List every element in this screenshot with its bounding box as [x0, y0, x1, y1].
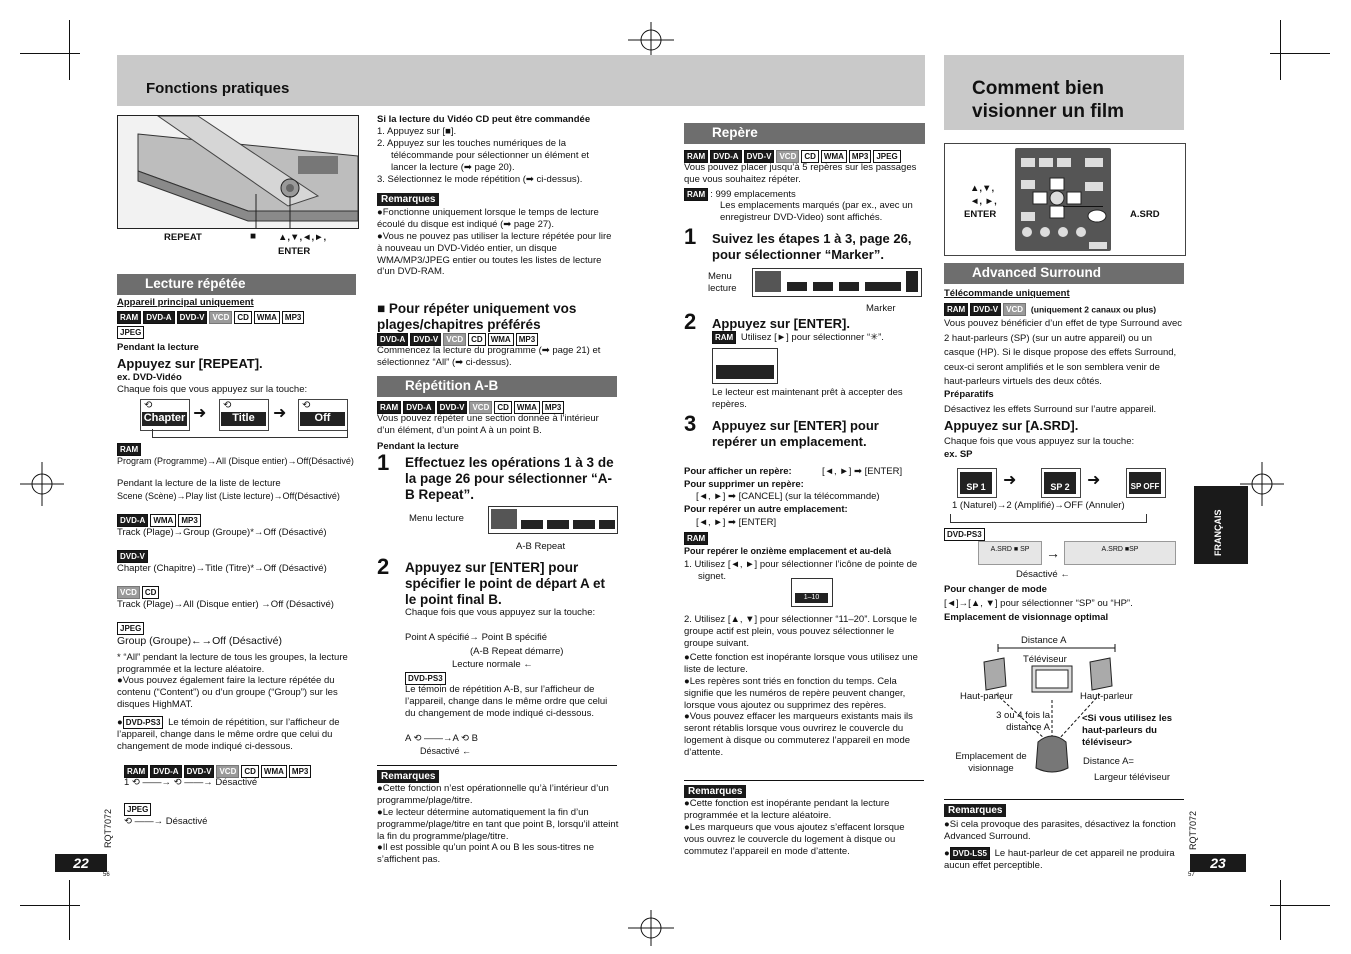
badge: RAM — [684, 188, 708, 201]
vcd-title: Si la lecture du Vidéo CD peut être commandée — [377, 114, 591, 125]
haut-parleur-left: Haut-parleur — [960, 691, 1013, 702]
crop-mark — [1270, 905, 1330, 906]
lcd-text: Chapter — [143, 412, 186, 424]
cycle-arrow — [152, 429, 348, 438]
remote-body — [1015, 148, 1111, 251]
ram-seq: Program (Programme)→All (Disque entier)→Off(Désactivé) — [117, 456, 354, 466]
step: 1. Appuyez sur [■]. — [377, 126, 457, 137]
badge: MP3 — [542, 401, 564, 414]
badge: VCD — [216, 765, 239, 778]
onzieme-title: Pour repérer le onzième emplacement et au-delà — [684, 546, 892, 556]
ab-seq-a: Point A spécifié→ Point B spécifié — [405, 632, 548, 643]
section-lecture-repetee: Lecture répétée — [117, 274, 356, 295]
distance-a-label: Distance A — [1021, 635, 1067, 646]
lcd-cell — [573, 520, 595, 529]
badge: DVD-V — [744, 150, 775, 163]
device-illustration — [117, 115, 359, 229]
badge: DVD-A — [403, 401, 434, 414]
lcd-cell — [547, 520, 569, 529]
badge: DVD-V — [410, 333, 441, 346]
remarque-1: ●Si cela provoque des parasites, désactivez la fonction Advanced Surround. — [944, 819, 1176, 842]
chaque-text: Chaque fois que vous appuyez sur la touche: — [944, 436, 1135, 447]
ab-seq-e: Désactivé ← — [420, 746, 472, 756]
lcd-cell — [865, 282, 901, 291]
step-number: 2 — [377, 554, 390, 579]
lcd-text: Title — [221, 412, 266, 426]
tiny-number: 57 — [1188, 872, 1195, 878]
lcd-cell — [906, 271, 918, 292]
lcd-cell — [813, 282, 833, 291]
step-2-after: Le lecteur est maintenant prêt à accepter des repères. — [712, 387, 903, 410]
badge: CD — [801, 150, 819, 163]
badge: DVD-V — [437, 401, 468, 414]
lcd-chapter — [140, 399, 190, 431]
arrow-icon: ➜ — [273, 405, 287, 422]
step-1-text: Suivez les étapes 1 à 3, page 26, pour sélectionner “Marker”. — [712, 231, 912, 262]
ab-seq-d: A ⟲ ——→A ⟲ B — [405, 733, 478, 744]
repeat-icon: ⟲ — [302, 400, 311, 411]
remarque-2-text: Le haut-parleur de cet appareil ne produira aucun effet perceptible. — [944, 848, 1175, 871]
note-highmat: ●Vous pouvez également faire la lecture répétée du contenu (“Content”) ou d’un groupe (“Group”) sur les disques HighMAT. — [117, 675, 338, 710]
pour-repeter: ■ Pour répéter uniquement vos plages/chapitres préférés — [377, 301, 577, 332]
badge: MP3 — [289, 765, 311, 778]
badge: VCD — [1003, 303, 1026, 316]
badge: CD — [241, 765, 259, 778]
seq2: ⟲ ——→ Désactivé — [124, 816, 208, 827]
badge: WMA — [254, 311, 280, 324]
crop-mark — [1270, 53, 1330, 54]
badge: RAM — [117, 443, 141, 456]
menu-lecture-label: Menu lecture — [409, 513, 464, 524]
badge: DVD-LS5 — [950, 847, 990, 860]
pendant-label: Pendant la lecture — [117, 342, 199, 353]
badge: DVD-A — [143, 311, 174, 324]
autre-keys: [◄, ►] ➡ [ENTER] — [696, 517, 777, 528]
step-number: 1 — [377, 450, 390, 475]
badge: DVD-V — [117, 550, 148, 563]
menu-display — [488, 506, 618, 534]
arrow-icon: ➜ — [1003, 472, 1017, 489]
badge: DVD-A — [710, 150, 741, 163]
badge: RAM — [944, 303, 968, 316]
menu-lecture-label: Menu lecture — [708, 271, 737, 294]
badge: VCD — [776, 150, 799, 163]
ab-intro: Vous pouvez répéter une section donnée à l’intérieur d’un élément, d’un point A à un point B. — [377, 413, 599, 436]
lcd-text: SP 1 — [960, 472, 992, 494]
tiny-number: 56 — [103, 872, 110, 878]
registration-mark — [628, 22, 674, 58]
leader-line — [1063, 206, 1103, 207]
badge: CD — [494, 401, 512, 414]
televiseur-label: Téléviseur — [1023, 654, 1067, 665]
divider — [684, 780, 924, 781]
crop-mark — [1280, 20, 1281, 80]
subtitle: Télécommande uniquement — [944, 288, 1070, 299]
lcd-text: SP 2 — [1044, 472, 1076, 494]
lcd-cell — [716, 365, 774, 379]
marker-display — [752, 268, 922, 297]
arrow-icon: ➜ — [1087, 472, 1101, 489]
title-line: visionner un film — [972, 101, 1125, 122]
badges-note: (uniquement 2 canaux ou plus) — [1030, 304, 1157, 315]
badge: DVD-PS3 — [944, 528, 985, 541]
badge: WMA — [514, 401, 540, 414]
marker-label: Marker — [866, 303, 896, 314]
onzieme-step-2: 2. Utilisez [▲, ▼] pour sélectionner “11–20”. Lorsque le groupe actif est plein, vous pouvez sélectionner le groupe suivant. — [684, 614, 918, 649]
ex-label: ex. DVD-Vidéo — [117, 372, 182, 383]
lcd-title — [219, 399, 269, 431]
section-repere: Repère — [684, 123, 925, 144]
ps3-display-off: A.SRD ■SP — [1064, 541, 1176, 565]
pendant-liste: Pendant la lecture de la liste de lecture — [117, 478, 281, 489]
step-number: 1 — [684, 224, 697, 249]
badge: DVD-V — [970, 303, 1001, 316]
remarques-label: Remarques — [377, 193, 439, 206]
badge: WMA — [821, 150, 847, 163]
page-number: 23 — [1190, 854, 1246, 872]
ab-repeat-label: A-B Repeat — [516, 541, 566, 552]
badge: JPEG — [117, 326, 144, 339]
page-title — [972, 77, 1124, 123]
changer-label: Pour changer de mode — [944, 584, 1047, 595]
badge: RAM — [684, 532, 708, 545]
note: ●Le lecteur détermine automatiquement la fin d’un programme/plage/titre en tant que point B, lorsqu’il atteint la fin du programme/plage/titre. — [377, 806, 619, 842]
label-enter: ENTER — [278, 246, 311, 257]
marker-star-display — [712, 348, 778, 384]
ex-label: ex. SP — [944, 449, 973, 460]
prep-text: Désactivez les effets Surround sur l’autre appareil. — [944, 404, 1157, 415]
remarques-1 — [377, 207, 617, 278]
disc-icon — [755, 271, 781, 292]
registration-mark — [20, 462, 64, 506]
remote-nav-label-2: ◄, ►, — [970, 196, 997, 207]
badge: WMA — [150, 514, 176, 527]
vcd-steps — [377, 126, 617, 185]
chaque-text: Chaque fois que vous appuyez sur la touche: — [405, 607, 596, 618]
remote-nav-label: ▲,▼, — [970, 183, 995, 194]
badge: DVD-V — [177, 311, 208, 324]
lcd-cell — [839, 282, 859, 291]
step-2-text: Appuyez sur [ENTER] pour spécifier le point de départ A et le point final B. — [405, 560, 606, 607]
cycle-arrow — [950, 514, 1147, 523]
note: ●Il est possible qu’un point A ou B les sous-titres ne s’affichent pas. — [377, 842, 594, 866]
lcd-sp2 — [1041, 468, 1081, 498]
pour-text: Commencez la lecture du programme (➡ page 21) et sélectionnez “All” (➡ ci-dessus). — [377, 345, 601, 368]
subtitle: Appareil principal uniquement — [117, 297, 254, 308]
fois-distance: 3 ou 4 fois la distance A — [996, 710, 1050, 733]
lcd-text: Off — [300, 412, 345, 426]
note-star: * “All” pendant la lecture de tous les groupes, la lecture programmée et la lecture aléatoire. — [117, 652, 348, 675]
note-dvdps3: ● DVD-PS3 Le témoin de répétition, sur l’afficheur de l’appareil, change dans le même ordre que celui du changement de mode indiqué ci-dessous. — [117, 717, 340, 752]
label-stop: ■ — [250, 231, 257, 242]
ram-text-2: Les emplacements marqués (par ex., avec un enregistreur DVD-Video) sont affichés. — [720, 200, 913, 223]
remarques-label: Remarques — [944, 804, 1006, 817]
badge-row — [117, 326, 146, 339]
step-number: 3 — [684, 411, 697, 436]
registration-mark — [628, 910, 674, 946]
badge: DVD-PS3 — [123, 716, 164, 729]
badge: WMA — [488, 333, 514, 346]
repeat-icon: ⟲ — [144, 400, 153, 411]
language-label: FRANÇAIS — [1213, 509, 1223, 556]
group-off-seq: Group (Groupe)←→Off (Désactivé) — [117, 635, 282, 647]
arrow-icon: → — [1046, 545, 1060, 561]
note: ●Cette fonction est inopérante lorsque vous utilisez une liste de lecture. — [684, 652, 918, 675]
bookmark-display — [791, 578, 833, 607]
step-number: 2 — [684, 309, 697, 334]
largeur-tv: Largeur téléviseur — [1094, 772, 1171, 783]
badge: VCD — [209, 311, 232, 324]
page-title: Fonctions pratiques — [146, 80, 290, 97]
lcd-cell — [599, 520, 615, 529]
title-line: Comment bien — [972, 78, 1104, 99]
page-number: 22 — [55, 854, 107, 872]
divider — [944, 799, 1184, 800]
remote-asrd-label: A.SRD — [1130, 209, 1160, 220]
badge: VCD — [443, 333, 466, 346]
badge: MP3 — [282, 311, 304, 324]
badge: MP3 — [178, 514, 200, 527]
step-2-text: Appuyez sur [ENTER]. — [712, 316, 850, 331]
remote-enter-label: ENTER — [964, 209, 997, 220]
ps3-display-on: A.SRD ■ SP — [978, 541, 1042, 565]
badge: JPEG — [117, 622, 144, 635]
step-1-text: Effectuez les opérations 1 à 3 de la page 26 pour sélectionner “A-B Repeat”. — [405, 455, 614, 502]
badge: MP3 — [849, 150, 871, 163]
chapter-title-seq: Chapter (Chapitre)→Title (Titre)*→Off (Désactivé) — [117, 563, 327, 574]
changer-text: [◄]→[▲, ▼] pour sélectionner “SP” ou “HP”. — [944, 598, 1133, 609]
emplacement-label: Emplacement de visionnage optimal — [944, 612, 1109, 623]
remarques-label: Remarques — [377, 770, 439, 783]
appuyez-repeat: Appuyez sur [REPEAT]. — [117, 356, 263, 371]
repere-notes — [684, 652, 924, 759]
track-group-seq: Track (Plage)→Group (Groupe)*→Off (Désactivé) — [117, 527, 327, 538]
step: 3. Sélectionnez le mode répétition (➡ ci-dessus). — [377, 173, 583, 185]
lcd-cell — [521, 520, 543, 529]
remarque-2: ● DVD-LS5 Le haut-parleur de cet appareil ne produira aucun effet perceptible. — [944, 848, 1175, 871]
dvdps3-text: Le témoin de répétition A-B, sur l’afficheur de l’appareil, change dans le même ordre que celui du changement de mode indiqué ci-dessous. — [405, 684, 608, 719]
crop-mark — [20, 905, 80, 906]
crop-mark — [1280, 880, 1281, 940]
chaque-text: Chaque fois que vous appuyez sur la touche: — [117, 384, 308, 395]
crop-mark — [20, 53, 80, 54]
lcd-sp1 — [957, 468, 997, 498]
range-label: 1–10 — [795, 593, 828, 603]
onzieme-step-1: 1. Utilisez [◄, ►] pour sélectionner l’icône de pointe de signet. — [684, 559, 918, 582]
afficher-label: Pour afficher un repère: — [684, 466, 792, 477]
track-all-seq: Track (Plage)→All (Disque entier) →Off (Désactivé) — [117, 599, 334, 610]
lcd-cell — [787, 282, 807, 291]
adv-intro: Vous pouvez bénéficier d’un effet de type Surround avec 2 haut-parleurs (SP) (sur un autre appareil) ou un casque (HP). Si le disque propose des effets Surround, ceux-ci seront amplifiés et le son semblera venir de haut-parleurs virtuels des deux côtés. — [944, 318, 1183, 387]
appuyez-asrd: Appuyez sur [A.SRD]. — [944, 418, 1079, 433]
ram-text: : 999 emplacements — [710, 189, 796, 201]
arrow-icon: ➜ — [193, 405, 207, 422]
supprimer-label: Pour supprimer un repère: — [684, 479, 804, 490]
pendant-label: Pendant la lecture — [377, 441, 459, 452]
badge-row — [117, 311, 357, 324]
note: ●Les marqueurs que vous ajoutez s’effacent lorsque vous ouvrez le couvercle du logement à disque ou commutez l’appareil en mode d’attente. — [684, 821, 905, 857]
badge: JPEG — [124, 803, 151, 816]
note: ●Vous pouvez effacer les marqueurs existants mais ils seront rétablis lorsque vous ouvrirez le couvercle du logement à disque ou commuterez l’appareil en mode d’attente. — [684, 711, 913, 758]
ab-seq-c: Lecture normale ← — [452, 659, 533, 670]
remarques-2 — [377, 783, 619, 866]
distance-eq: Distance A= — [1083, 756, 1134, 767]
badge: VCD — [117, 586, 140, 599]
disc-icon — [491, 509, 517, 529]
crop-mark — [69, 880, 70, 940]
badge: DVD-V — [184, 765, 215, 778]
seq1: 1 ⟲ ——→ ⟲ ——→ Désactivé — [124, 777, 258, 788]
note: ●Vous ne pouvez pas utiliser la lecture répétée pour lire à nouveau un DVD-Vidéo entier, un disque WMA/MP3/JPEG entier ou toutes les listes de lecture d’un DVD-RAM. — [377, 230, 612, 278]
badge: WMA — [261, 765, 287, 778]
autre-label: Pour repérer un autre emplacement: — [684, 504, 848, 515]
rqt-code: RQT7072 — [103, 808, 113, 848]
badge: JPEG — [873, 150, 900, 163]
scene-seq: Scene (Scène)→Play list (Liste lecture)→Off(Désactivé) — [117, 491, 340, 501]
crop-mark — [69, 20, 70, 80]
badge: DVD-A — [377, 333, 408, 346]
emplacement-vis: Emplacement de visionnage — [955, 751, 1027, 774]
afficher-keys: [◄, ►] ➡ [ENTER] — [822, 466, 903, 477]
note: ●Fonctionne uniquement lorsque le temps de lecture écoulé du disque est indiqué (➡ page 27). — [377, 207, 599, 230]
label-nav: ▲,▼,◄,►, — [278, 232, 327, 243]
repeat-icon: ⟲ — [223, 400, 232, 411]
language-tab — [1194, 486, 1248, 564]
badge: DVD-A — [117, 514, 148, 527]
badge: RAM — [684, 150, 708, 163]
badge: RAM — [117, 311, 141, 324]
badge: DVD-A — [150, 765, 181, 778]
divider — [377, 765, 617, 766]
lcd-text: SP OFF — [1129, 472, 1161, 494]
si-vous-utilisez: <Si vous utilisez les haut-parleurs du téléviseur> — [1082, 713, 1173, 748]
note: ●Cette fonction n’est opérationnelle qu’à l’intérieur d’un programme/plage/titre. — [377, 783, 609, 806]
sp-seq: 1 (Naturel)→2 (Amplifié)→OFF (Annuler) — [952, 500, 1125, 511]
label-repeat: REPEAT — [164, 232, 202, 243]
haut-parleur-right: Haut-parleur — [1080, 691, 1133, 702]
lcd-spoff — [1126, 468, 1166, 498]
badge: RAM — [712, 331, 736, 344]
preparatifs-label: Préparatifs — [944, 389, 994, 400]
repere-intro: Vous pouvez placer jusqu’à 5 repères sur les passages que vous souhaitez répéter. — [684, 162, 917, 185]
badge: CD — [142, 586, 160, 599]
note: ●Cette fonction est inopérante pendant la lecture programmée et la lecture aléatoire. — [684, 798, 890, 821]
note: ●Les repères sont triés en fonction du temps. Cela signifie que les numéros de repère peuvent changer, lorsque vous ajoutez ou supprimez des repères. — [684, 675, 906, 711]
section-ab: Répétition A-B — [377, 376, 617, 397]
step-3-text: Appuyez sur [ENTER] pour repérer un emplacement. — [712, 418, 879, 449]
badge: VCD — [469, 401, 492, 414]
ab-seq-b: (A-B Repeat démarre) — [470, 646, 564, 657]
rqt-code: RQT7072 — [1188, 810, 1198, 850]
step: 2. Appuyez sur les touches numériques de la télécommande pour sélectionner un élément et lancer la lecture (➡ page 20). — [377, 137, 590, 173]
lcd-off — [298, 399, 348, 431]
desactive-label: Désactivé ← — [1016, 569, 1070, 580]
remarques-repere — [684, 798, 924, 857]
step-2-note: Utilisez [►] pour sélectionner “✳”. — [740, 332, 884, 344]
supprimer-keys: [◄, ►] ➡ [CANCEL] (sur la télécommande) — [696, 491, 880, 502]
badge: MP3 — [516, 333, 538, 346]
remarques-label: Remarques — [684, 785, 746, 798]
badge: CD — [234, 311, 252, 324]
badge: CD — [468, 333, 486, 346]
badge: DVD-PS3 — [405, 672, 446, 685]
section-advanced-surround: Advanced Surround — [944, 263, 1184, 284]
badge: RAM — [377, 401, 401, 414]
badge: RAM — [124, 765, 148, 778]
